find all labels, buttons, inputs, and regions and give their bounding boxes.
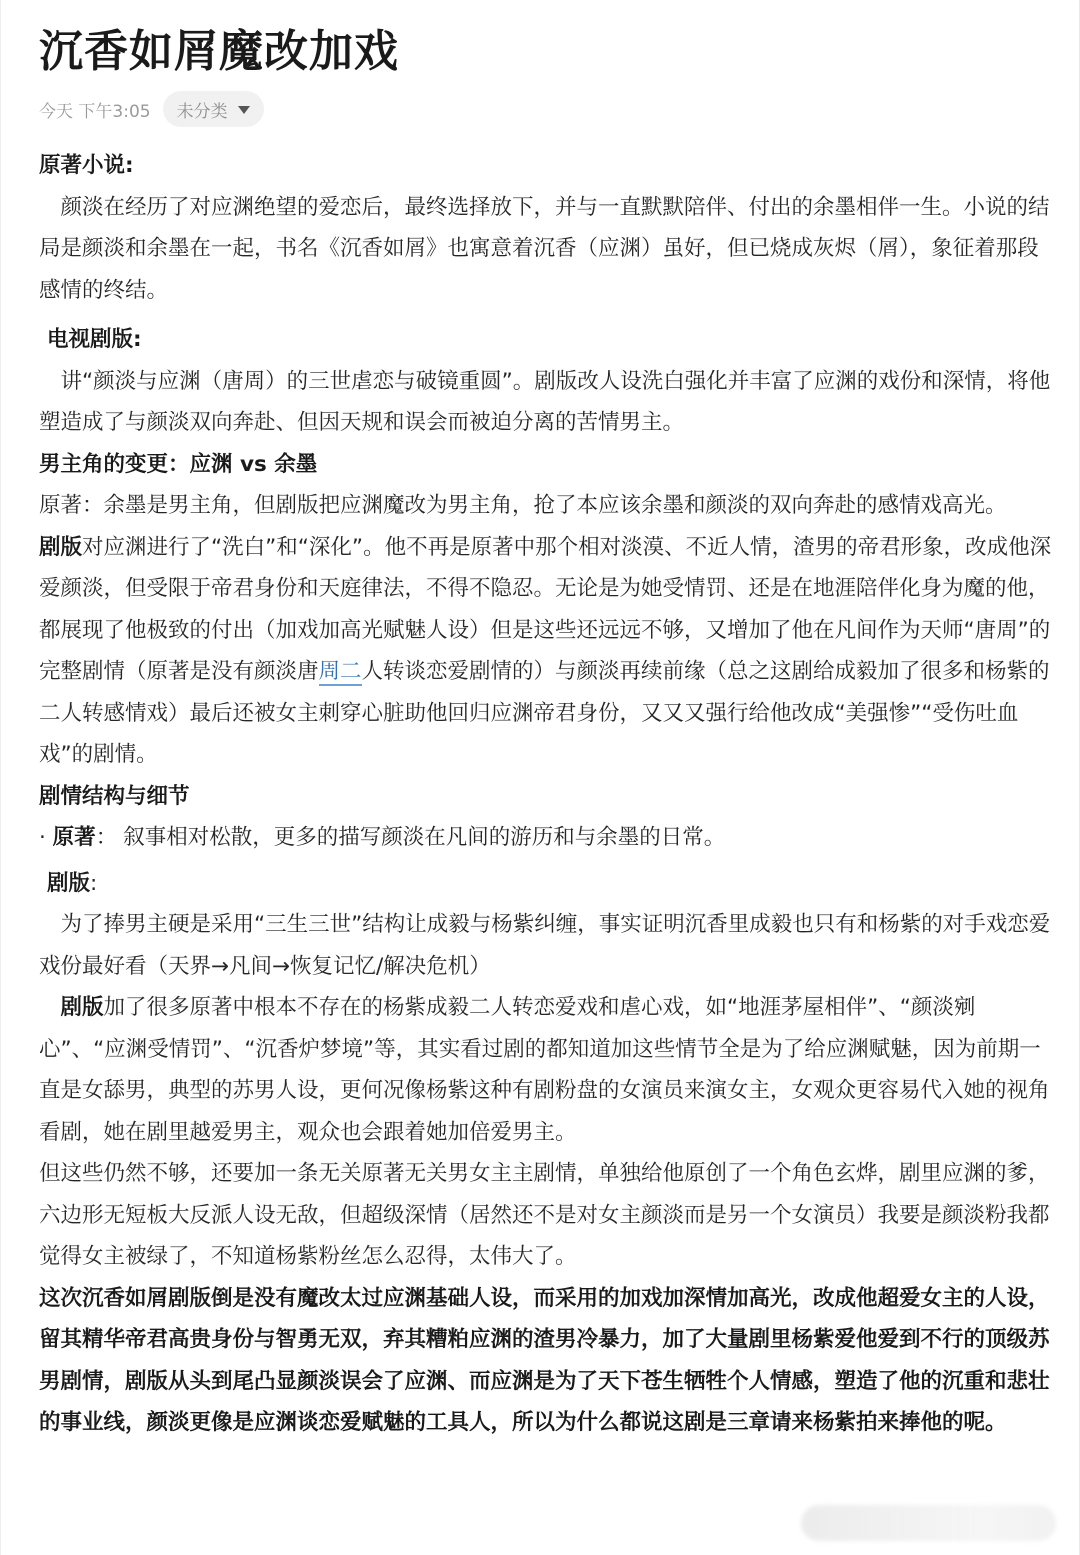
watermark — [801, 1505, 1056, 1541]
caret-down-icon — [238, 106, 250, 114]
bold-label-tv: 剧版 — [60, 995, 104, 1020]
inline-link[interactable]: 周二 — [318, 659, 362, 684]
category-label: 未分类 — [176, 101, 228, 122]
paragraph-male-lead-tv — [39, 527, 1059, 776]
bullet-label: 原著 — [52, 825, 96, 850]
bullet-original — [39, 817, 1059, 859]
bold-label-tv: 剧版 — [39, 534, 83, 560]
bullet-colon: ： — [95, 825, 118, 850]
section-heading-plot-structure: 剧情结构与细节 — [39, 783, 190, 809]
subheading-tv — [39, 863, 1059, 905]
paragraph-tv-version: 讲“颜淡与应渊（唐周）的三世虐恋与破镜重圆”。剧版改人设洗白强化并丰富了应渊的戏份和深情，将他塑造成了与颜淡双向奔赴、但因天规和误会而被迫分离的苦情男主。 — [39, 368, 1051, 435]
section-heading-original-novel: 原著小说: — [39, 153, 134, 178]
section-heading-male-lead-change: 男主角的变更：应渊 vs 余墨 — [39, 451, 318, 477]
paragraph-text: 加了很多原著中根本不存在的杨紫成毅二人转恋爱戏和虐心戏，如“地涯茅屋相伴”、“颜淡剜心”、“应渊受情罚”、“沉香炉梦境”等，其实看过剧的都知道加这些情节全是为了给应渊赋魅，因为前期一直是女舔男，典型的苏男人设，更何况像杨紫这种有剧粉盘的女演员来演女主，女观众更容易代入她的视角看剧，她在剧里越爱男主，观众也会跟着她加倍爱男主。 — [39, 995, 1050, 1145]
paragraph-conclusion: 这次沉香如屑剧版倒是没有魔改太过应渊基础人设，而采用的加戏加深情加高光，改成他超爱女主的人设，留其精华帝君高贵身份与智勇无双，弃其糟粕应渊的渣男冷暴力，加了大量剧里杨紫爱他爱到不行的顶级苏男剧情，剧版从头到尾凸显颜淡误会了应渊、而应渊是为了天下苍生牺牲个人情感，塑造了他的沉重和悲壮的事业线，颜淡更像是应渊谈恋爱赋魅的工具人，所以为什么都说这剧是三章请来杨紫拍来捧他的呢。 — [39, 1285, 1050, 1435]
paragraph-tv-structure: 为了捧男主硬是采用“三生三世”结构让成毅与杨紫纠缠，事实证明沉香里成毅也只有和杨紫的对手戏恋爱戏份最好看（天界→凡间→恢复记忆/解决危机） — [39, 912, 1051, 979]
paragraph-male-lead-original: 原著：余墨是男主角，但剧版把应渊魔改为男主角，抢了本应该余墨和颜淡的双向奔赴的感情戏高光。 — [39, 493, 1007, 518]
paragraph-tv-added-scenes — [39, 987, 1059, 1153]
note-title: 沉香如屑魔改加戏 — [39, 26, 399, 77]
note-body — [39, 145, 1059, 1444]
paragraph-original-character: 但这些仍然不够，还要加一条无关原著无关男女主主剧情，单独给他原创了一个角色玄烨，剧里应渊的爹，六边形无短板大反派人设无敌，但超级深情（居然还不是对女主颜淡而是另一个女演员）我要是颜淡粉我都觉得女主被绿了，不知道杨紫粉丝怎么忍得，太伟大了。 — [39, 1161, 1050, 1269]
bullet-dot: · — [39, 825, 53, 850]
paragraph-original-novel: 颜淡在经历了对应渊绝望的爱恋后，最终选择放下，并与一直默默陪伴、付出的余墨相伴一生。小说的结局是颜淡和余墨在一起，书名《沉香如屑》也寓意着沉香（应渊）虽好，但已烧成灰烬（屑），象征着那段感情的终结。 — [39, 194, 1050, 303]
note-meta — [39, 90, 264, 128]
note-timestamp: 今天 下午3:05 — [39, 101, 151, 122]
subheading-tv-colon: : — [90, 870, 98, 896]
section-heading-tv-version: 电视剧版: — [47, 327, 142, 352]
paragraph-text: 人转谈恋爱剧情的）与颜淡再续前缘（总之这剧给成毅加了很多和杨紫的二人转感情戏）最后还被女主刺穿心脏助他回归应渊帝君身份，又又又强行给他改成“美强惨”“受伤吐血戏”的剧情。 — [39, 659, 1050, 767]
paragraph-text: 对应渊进行了“洗白”和“深化”。他不再是原著中那个相对淡漠、不近人情，渣男的帝君形象，改成他深爱颜淡，但受限于帝君身份和天庭律法，不得不隐忍。无论是为她受情罚、还是在地涯陪伴化身为魔的他，都展现了他极致的付出（加戏加高光赋魅人设）但是这些还远远不够，又增加了他在凡间作为天师“唐周”的完整剧情（原著是没有颜淡唐 — [39, 534, 1052, 684]
bullet-text: 叙事相对松散，更多的描写颜淡在凡间的游历和与余墨的日常。 — [123, 825, 726, 850]
subheading-tv-label: 剧版 — [47, 870, 91, 896]
category-dropdown[interactable] — [163, 91, 264, 127]
